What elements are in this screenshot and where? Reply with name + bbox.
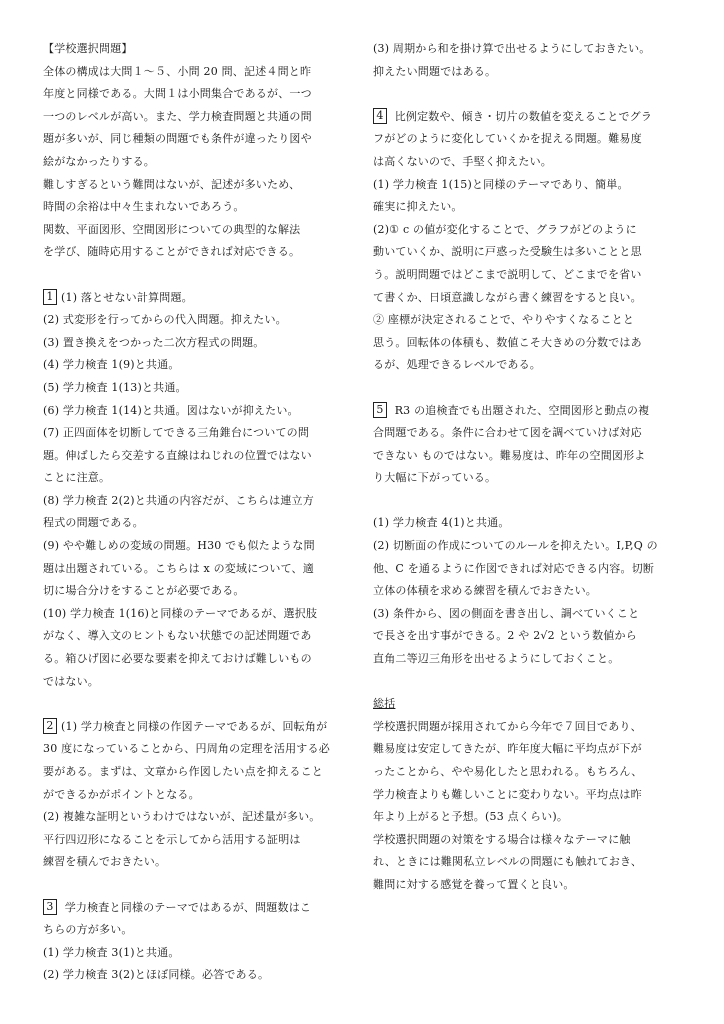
text-line: (3) 周期から和を掛け算で出せるようにしておきたい。	[373, 42, 651, 55]
question-5-section	[373, 400, 693, 671]
text-line: (7) 正四面体を切断してできる三角錐台についての問	[43, 426, 310, 440]
text-line: 題は出題されている。こちらは x の変域について、適	[43, 561, 314, 575]
text-line: 学力検査よりも難しいことに変わりない。平均点は昨	[373, 787, 642, 801]
text-line: 関数、平面図形、空間図形についての典型的な解法	[43, 222, 301, 236]
text-line: 切に場合分けをすることが必要である。	[43, 584, 245, 598]
question-3-section	[43, 897, 361, 987]
summary-section	[373, 693, 693, 896]
text-line: 学力検査と同様のテーマではあるが、問題数はこ	[61, 900, 312, 914]
text-line: がなく、導入文のヒントもない状態での記述問題であ	[43, 629, 312, 643]
text-line: 他、C を通るように作図できれば対応できる内容。切断	[373, 561, 655, 575]
text-line: れ、ときには難関私立レベルの問題にも触れておき、	[373, 855, 643, 869]
text-line: 思う。回転体の体積も、数値こそ大きめの分数ではあ	[373, 335, 642, 349]
text-line: フがどのように変化していくかを捉える問題。難易度	[373, 132, 642, 146]
text-line: 動いていくか、説明に戸惑った受験生は多いことと思	[373, 245, 642, 259]
spacer	[373, 671, 693, 694]
text-line: 全体の構成は大問１～５、小問 20 問、記述４問と昨	[43, 64, 312, 78]
text-line: ができるかがポイントとなる。	[43, 787, 200, 801]
text-line: (1) 学力検査 1(15)と同様のテーマであり、簡単。	[373, 177, 629, 191]
text-line: (6) 学力検査 1(14)と共通。図はないが抑えたい。	[43, 403, 299, 417]
question-3-first-line	[43, 897, 361, 920]
text-line: ちらの方が多い。	[43, 923, 133, 937]
text-line: ったことから、やや易化したと思われる。もちろん、	[373, 765, 643, 778]
text-line: (4) 学力検査 1(9)と共通。	[43, 358, 180, 372]
text-line: を学び、随時応用することができれば対応できる。	[43, 245, 301, 259]
text-line: 難易度は安定してきたが、昨年度大幅に平均点が下が	[373, 742, 642, 756]
text-line: (9) やや難しめの変域の問題。H30 でも似たような問	[43, 539, 315, 553]
text-line: 題が多いが、同じ種類の問題でも条件が違ったり図や	[43, 132, 312, 146]
text-line: て書くか、日頃意識しながら書く練習をすると良い。	[373, 290, 642, 304]
text-line: (2)① c の値が変化することで、グラフがどのように	[373, 222, 637, 236]
text-line: 一つのレベルが高い。また、学力検査問題と共通の問	[43, 109, 312, 123]
text-line: 難しすぎるという難問はないが、記述が多いため、	[43, 177, 301, 191]
text-line: う。説明問題ではどこまで説明して、どこまでを省い	[373, 267, 642, 281]
question-3-continued	[373, 38, 693, 83]
intro-paragraph	[43, 61, 361, 264]
text-line: 程式の問題である。	[43, 516, 144, 530]
text-line: 学校選択問題が採用されてから今年で７回目であり、	[373, 719, 642, 733]
text-line: ことに注意。	[43, 471, 111, 485]
spacer	[43, 264, 361, 287]
question-2-number-box: 2	[43, 718, 57, 734]
text-line: 比例定数や、傾き・切片の数値を変えることでグラ	[391, 109, 653, 123]
text-line: (3) 置き換えをつかった二次方程式の問題。	[43, 335, 265, 349]
text-line: るが、処理できるレベルである。	[373, 358, 541, 372]
text-line: は高くないので、手堅く抑えたい。	[373, 154, 552, 168]
spacer	[43, 874, 361, 897]
text-line: 合問題である。条件に合わせて図を調べていけば対応	[373, 426, 642, 440]
text-line: R3 の追検査でも出題された、空間図形と動点の複	[391, 403, 650, 417]
text-line: 確実に抑えたい。	[373, 200, 463, 214]
question-3-number-box: 3	[43, 899, 57, 915]
text-line: (2) 切断面の作成についてのルールを抑えたい。I,P,Q の	[373, 539, 658, 553]
spacer	[43, 693, 361, 716]
left-column	[43, 38, 361, 987]
text-line: (5) 学力検査 1(13)と共通。	[43, 380, 187, 394]
section-heading: 【学校選択問題】	[43, 42, 133, 55]
text-line: (1) 学力検査と同様の作図テーマであるが、回転角が	[61, 719, 328, 733]
spacer	[373, 377, 693, 400]
spacer	[373, 490, 693, 513]
summary-title: 総括	[373, 697, 396, 711]
text-line: る。箱ひげ図に必要な要素を抑えておけば難しいもの	[43, 652, 312, 666]
question-1-first-line	[43, 287, 361, 310]
text-line: (1) 学力検査 4(1)と共通。	[373, 516, 510, 530]
text-line: (8) 学力検査 2(2)と共通の内容だが、こちらは連立方	[43, 493, 314, 507]
question-5-number-box: 5	[373, 402, 387, 418]
text-line: 練習を積んでおきたい。	[43, 855, 167, 869]
question-4-section	[373, 106, 693, 377]
text-line: 題。伸ばしたら交差する直線はねじれの位置ではない	[43, 448, 312, 462]
question-2-section	[43, 716, 361, 874]
text-line: (2) 学力検査 3(2)とほぼ同様。必答である。	[43, 968, 270, 982]
text-line: (10) 学力検査 1(16)と同様のテーマであるが、選択肢	[43, 606, 318, 620]
text-line: 抑えたい問題ではある。	[373, 64, 497, 78]
text-line: ② 座標が決定されることで、やりやすくなることと	[373, 313, 635, 327]
text-line: 直角二等辺三角形を出せるようにしておくこと。	[373, 652, 620, 666]
text-line: (2) 複雑な証明というわけではないが、記述量が多い。	[43, 810, 321, 824]
text-line: 時間の余裕は中々生まれないであろう。	[43, 200, 245, 214]
text-line: 年度と同様である。大問１は小問集合であるが、一つ	[43, 87, 312, 101]
text-line: 年より上がると予想。(53 点くらい)。	[373, 810, 569, 824]
text-line: (1) 学力検査 3(1)と共通。	[43, 945, 180, 959]
text-line: できない ものではない。難易度は、昨年の空間図形よ	[373, 448, 646, 462]
question-2-first-line	[43, 716, 361, 739]
text-line: 平行四辺形になることを示してから活用する証明は	[43, 832, 301, 846]
right-column	[373, 38, 693, 897]
question-5-first-line	[373, 400, 693, 423]
text-line: 立体の体積を求める練習を積んでおきたい。	[373, 584, 597, 598]
question-4-number-box: 4	[373, 108, 387, 124]
text-line: 学校選択問題の対策をする場合は様々なテーマに触	[373, 832, 631, 846]
text-line: (2) 式変形を行ってからの代入問題。抑えたい。	[43, 313, 287, 327]
text-line: 絵がなかったりする。	[43, 154, 155, 168]
text-line: 要がある。まずは、文章から作図したい点を抑えること	[43, 765, 323, 778]
text-line: 難問に対する感覚を養って置くと良い。	[373, 877, 575, 891]
question-1-section	[43, 287, 361, 694]
text-line: で長さを出す事ができる。2 や 2√2 という数値から	[373, 629, 637, 643]
text-line: り大幅に下がっている。	[373, 471, 497, 485]
spacer	[373, 83, 693, 106]
text-line: ではない。	[43, 674, 99, 688]
text-line: (3) 条件から、図の側面を書き出し、調べていくこと	[373, 606, 640, 620]
question-4-first-line	[373, 106, 693, 129]
text-line: (1) 落とせない計算問題。	[61, 290, 193, 304]
text-line: 30 度になっていることから、円周角の定理を活用する必	[43, 742, 330, 756]
question-1-number-box: 1	[43, 289, 57, 305]
